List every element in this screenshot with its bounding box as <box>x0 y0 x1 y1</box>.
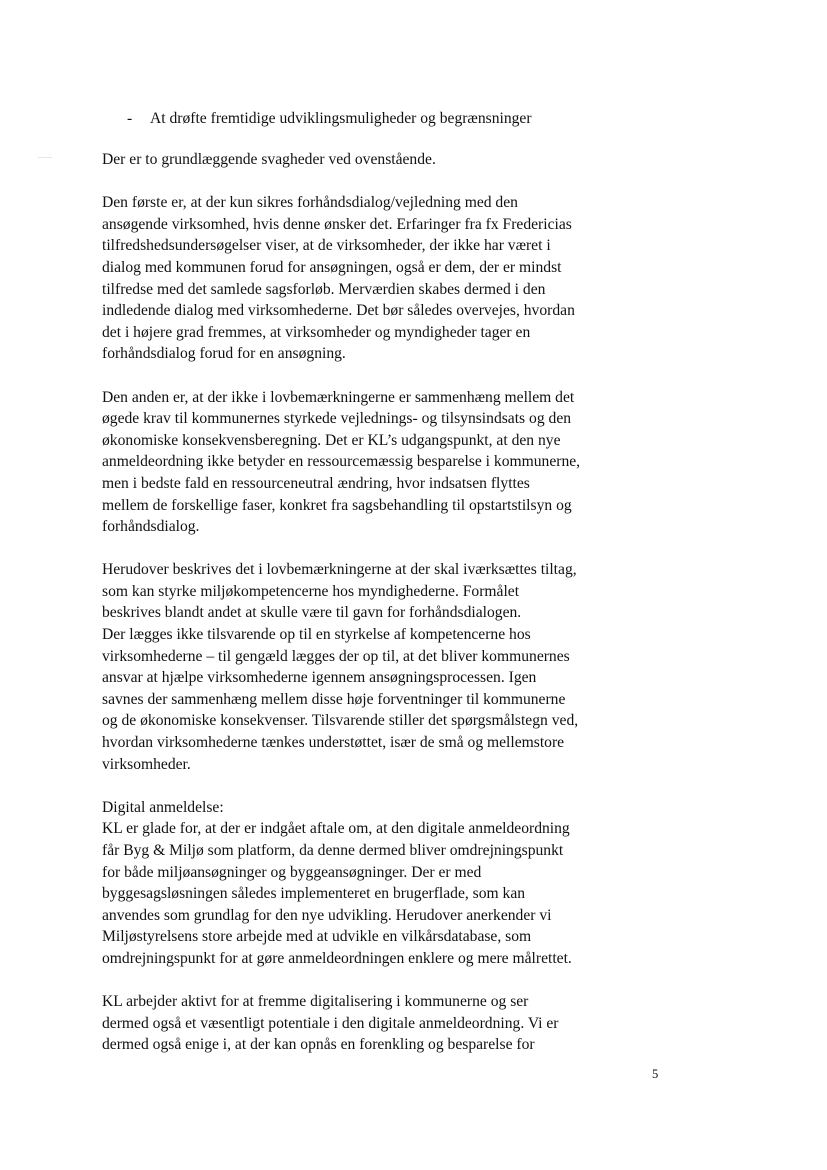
text-line: økonomiske konsekvensberegning. Det er KL’s udgangspunkt, at den nye <box>102 431 561 449</box>
text-line: mellem de forskellige faser, konkret fra sagsbehandling til opstartstilsyn og <box>102 496 572 514</box>
text-line: får Byg & Miljø som platform, da denne dermed bliver omdrejningspunkt <box>102 842 564 859</box>
bullet-dash: - <box>127 110 133 127</box>
paragraph <box>102 192 622 365</box>
text-line: Herudover beskrives det i lovbemærkningerne at der skal iværksættes tiltag, <box>102 561 577 579</box>
text-line: KL arbejder aktivt for at fremme digitalisering i kommunerne og ser <box>102 993 529 1011</box>
text-line: Miljøstyrelsens store arbejde med at udvikle en vilkårsdatabase, som <box>102 928 532 946</box>
text-line: virksomhederne – til gengæld lægges der op til, at det bliver kommunernes <box>102 647 570 665</box>
text-line: Den første er, at der kun sikres forhåndsdialog/vejledning med den <box>102 194 518 212</box>
text-line: ansøgende virksomhed, hvis denne ønsker det. Erfaringer fra fx Fredericias <box>102 215 572 233</box>
text-line: Den anden er, at der ikke i lovbemærkningerne er sammenhæng mellem det <box>102 388 575 406</box>
text-line: ansvar at hjælpe virksomhederne igennem ansøgningsprocessen. Igen <box>102 669 537 687</box>
text-line: det i højere grad fremmes, at virksomheder og myndigheder tager en <box>102 323 531 341</box>
text-line: og de økonomiske konsekvenser. Tilsvarende stiller det spørgsmålstegn ved, <box>102 712 579 730</box>
paragraph <box>102 991 622 1056</box>
text-line: beskrives blandt andet at skulle være til gavn for forhåndsdialogen. <box>102 604 522 622</box>
body-text <box>102 149 622 1056</box>
text-line: Der lægges ikke tilsvarende op til en styrkelse af kompetencerne hos <box>102 626 531 644</box>
text-line: anmeldeordning ikke betyder en ressourcemæssig besparelse i kommunerne, <box>102 453 581 471</box>
text-line: forhåndsdialog. <box>102 518 200 536</box>
text-line: dialog med kommunen forud for ansøgningen, også er dem, der er mindst <box>102 258 562 276</box>
paragraph <box>102 559 622 775</box>
text-line: tilfredshedsundersøgelser viser, at de virksomheder, der ikke har været i <box>102 237 551 255</box>
paragraph <box>102 387 622 538</box>
text-line: omdrejningspunkt for at gøre anmeldeordningen enklere og mere målrettet. <box>102 949 572 967</box>
text-line: dermed også et væsentligt potentiale i den digitale anmeldeordning. Vi er <box>102 1014 559 1032</box>
page-number: 5 <box>652 1067 659 1081</box>
text-line: Digital anmeldelse: <box>102 798 224 816</box>
bullet-item <box>127 108 532 129</box>
text-line: dermed også enige i, at der kan opnås en forenkling og besparelse for <box>102 1036 535 1054</box>
bullet-text: At drøfte fremtidige udviklingsmuligheder og begrænsninger <box>150 110 532 127</box>
text-line: for både miljøansøgninger og byggeansøgninger. Der er med <box>102 863 482 881</box>
text-line: byggesagsløsningen således implementeret en brugerflade, som kan <box>102 885 526 903</box>
text-line: forhåndsdialog forud for en ansøgning. <box>102 345 346 363</box>
text-line: savnes der sammenhæng mellem disse høje forventninger til kommunerne <box>102 690 566 708</box>
paragraph <box>102 149 622 171</box>
text-line: KL er glade for, at der er indgået aftale om, at den digitale anmeldeordning <box>102 820 570 838</box>
paragraph <box>102 797 622 970</box>
text-line: hvordan virksomhederne tænkes understøttet, især de små og mellemstore <box>102 734 565 752</box>
text-line: tilfredse med det samlede sagsforløb. Merværdien skabes dermed i den <box>102 280 546 298</box>
text-line: øgede krav til kommunernes styrkede vejlednings- og tilsynsindsats og den <box>102 410 572 428</box>
text-line: virksomheder. <box>102 755 191 773</box>
text-line: anvendes som grundlag for den nye udvikling. Herudover anerkender vi <box>102 906 552 924</box>
text-line: indledende dialog med virksomhederne. Det bør således overvejes, hvordan <box>102 302 575 320</box>
text-line: som kan styrke miljøkompetencerne hos myndighederne. Formålet <box>102 582 520 600</box>
text-line: Der er to grundlæggende svagheder ved ovenstående. <box>102 151 436 168</box>
scan-margin-mark <box>38 157 52 158</box>
text-line: men i bedste fald en ressourceneutral ændring, hvor indsatsen flyttes <box>102 474 530 492</box>
